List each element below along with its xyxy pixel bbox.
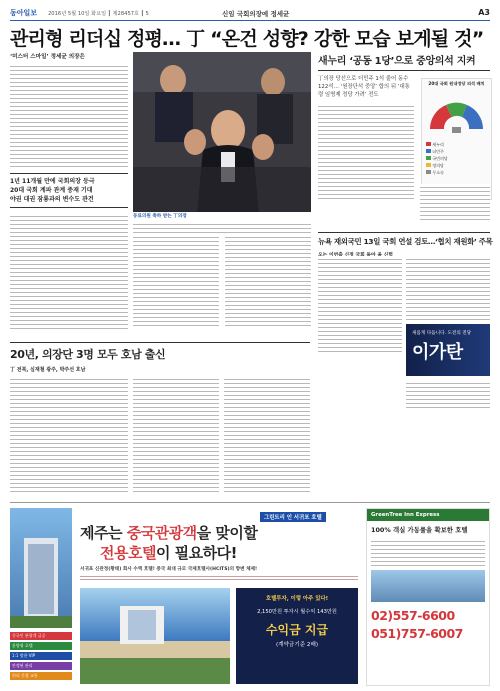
center-text-right <box>225 234 311 326</box>
legend-item: 새누리 <box>426 141 487 148</box>
ad-headline-d: 전용호텔 <box>100 544 156 562</box>
ad-yield-note: (계약금기준 2배) <box>275 642 319 648</box>
ad-headline-line1 <box>80 522 257 543</box>
left-article <box>10 52 128 322</box>
ad-hotel-photo <box>10 508 72 628</box>
left-subhead-box <box>10 173 128 208</box>
hotel-building-icon <box>10 508 72 628</box>
legend-item: 국민의당 <box>426 155 487 162</box>
caption-text <box>133 221 311 235</box>
center-text-left <box>133 234 219 326</box>
left-subhead-2: 20대 국회 계파 관계 중재 기대 <box>10 187 93 194</box>
ad-divider <box>10 502 490 503</box>
legend-item: 무소속 <box>426 169 487 176</box>
right-lead: 丁의장 당선으로 더민주 1석 줄어 동수 122석… ‘원장단석 중앙’ 합의 뒤 ‘대통령 임명제 정당 가려’ 전도 <box>318 76 410 98</box>
ad-chip: 안정된 관리 <box>10 662 72 670</box>
ad-side-phone-2[interactable]: 051)757-6007 <box>371 626 463 641</box>
bottom-left-sub: 丁 전북, 심재철 광주, 박주선 호남 <box>10 367 86 373</box>
photo-caption-title: 동료의원 축하 받는 丁의장 <box>133 214 187 219</box>
ad-headline-c: 을 맞이할 <box>196 524 258 542</box>
bottom-left-title: 20년, 의장단 3명 모두 호남 출신 <box>10 342 310 362</box>
ad-chip-row <box>10 632 72 682</box>
ad-resort-photo <box>80 588 230 684</box>
main-photo <box>133 52 311 212</box>
ad-side-photo <box>371 570 485 602</box>
ad-side-header <box>367 509 489 521</box>
legend-item: 더민주 <box>426 148 487 155</box>
issue-date: 2016년 5월 10일 화요일 ┃ 제28457호 ┃ 5 <box>48 11 149 17</box>
newspaper-logo: 동아일보 <box>10 9 38 17</box>
ad-headline-line2 <box>100 542 237 563</box>
ad-igatan[interactable] <box>406 324 490 376</box>
ad-headline-b: 중국관광객 <box>126 524 197 542</box>
seat-chart-graphic <box>422 87 491 137</box>
masthead <box>10 6 490 21</box>
bottom-left-text-c <box>224 376 310 494</box>
legend-item: 정의당 <box>426 162 487 169</box>
text-block <box>10 63 128 167</box>
ad-yield: 수익금 지급 <box>265 623 329 637</box>
page-number: A3 <box>478 8 490 17</box>
ad-chip: 편리 간접 교통 <box>10 672 72 680</box>
ad-greentree[interactable] <box>366 508 490 686</box>
ad-chip: 분양형 호텔 <box>10 642 72 650</box>
left-subhead-1: 1년 11개월 만에 국회의장 등극 <box>10 178 95 185</box>
left-subhead-3: 야권 대권 잠룡과의 변수도 관건 <box>10 196 94 203</box>
right-title: 새누리 ‘공동 1당’으로 중앙의석 지켜 <box>318 52 490 71</box>
ad-tagline: 그린트리 인 서귀포 호텔 <box>260 512 326 522</box>
photo-caption <box>133 214 311 235</box>
right-text <box>318 103 414 199</box>
seat-legend <box>422 141 491 176</box>
main-headline: 관리형 리더십 정평… 丁 “온건 성향? 강한 모습 보게될 것” <box>10 28 484 50</box>
ad-jeju-hotel[interactable] <box>10 508 360 686</box>
text-block <box>10 213 128 331</box>
resort-image <box>80 588 230 684</box>
ad-headline-e: 이 필요하다! <box>155 544 237 562</box>
ad-side-text <box>371 538 485 566</box>
ad-chip: 중국인 관광객 급증 <box>10 632 72 640</box>
ad-price-line: 2,150만원 투자시 월수익 143만원 <box>257 609 337 615</box>
seat-chart <box>421 78 492 200</box>
bottom-right-text-a <box>318 256 402 352</box>
ad-headline-a: 제주는 <box>80 524 122 542</box>
ad-tag-sale: 호텔투자, 이렇 아주 있다! <box>265 596 329 602</box>
ad-yield-box <box>236 588 358 684</box>
section-title: 신임 국회의장에 정세균 <box>222 10 290 18</box>
bottom-left-text-a <box>10 376 128 494</box>
seat-chart-title: 20대 국회 원내정당 의석 배치 <box>428 81 485 86</box>
ad-side-title: 100% 객실 가동률을 확보한 호텔 <box>371 526 468 534</box>
bottom-right-text-b <box>406 256 490 322</box>
photo-scene <box>133 52 311 212</box>
bottom-right-title: 뉴욕 재외국민 13일 국회 연설 검토…‘협치 재원화’ 주목 <box>318 232 490 247</box>
ad-igatan-line1: 새롭게 다듬니다. 도전의 전당 <box>412 331 472 336</box>
bottom-left-article <box>10 342 310 492</box>
ad-igatan-name: 이가탄 <box>412 342 463 363</box>
ad-info-text <box>80 574 358 582</box>
ad-side-brand: GreenTree Inn Express <box>371 512 440 518</box>
ad-footer-line: 서귀포 신관정(황태) 회사 수액 호텔! 중국 최대 규모 국제호텔사(HCITS)의 향변 체제! <box>80 567 258 572</box>
bottom-left-text-b <box>133 376 219 494</box>
right-text-2 <box>420 184 490 220</box>
ad-chip: 1:1 방한 VIP <box>10 652 72 660</box>
bottom-right-text-c <box>406 380 490 410</box>
ad-side-phone-1[interactable]: 02)557-6600 <box>371 608 455 623</box>
left-kicker: ‘미스터 스마일’ 정세균 의장은 <box>10 54 85 60</box>
